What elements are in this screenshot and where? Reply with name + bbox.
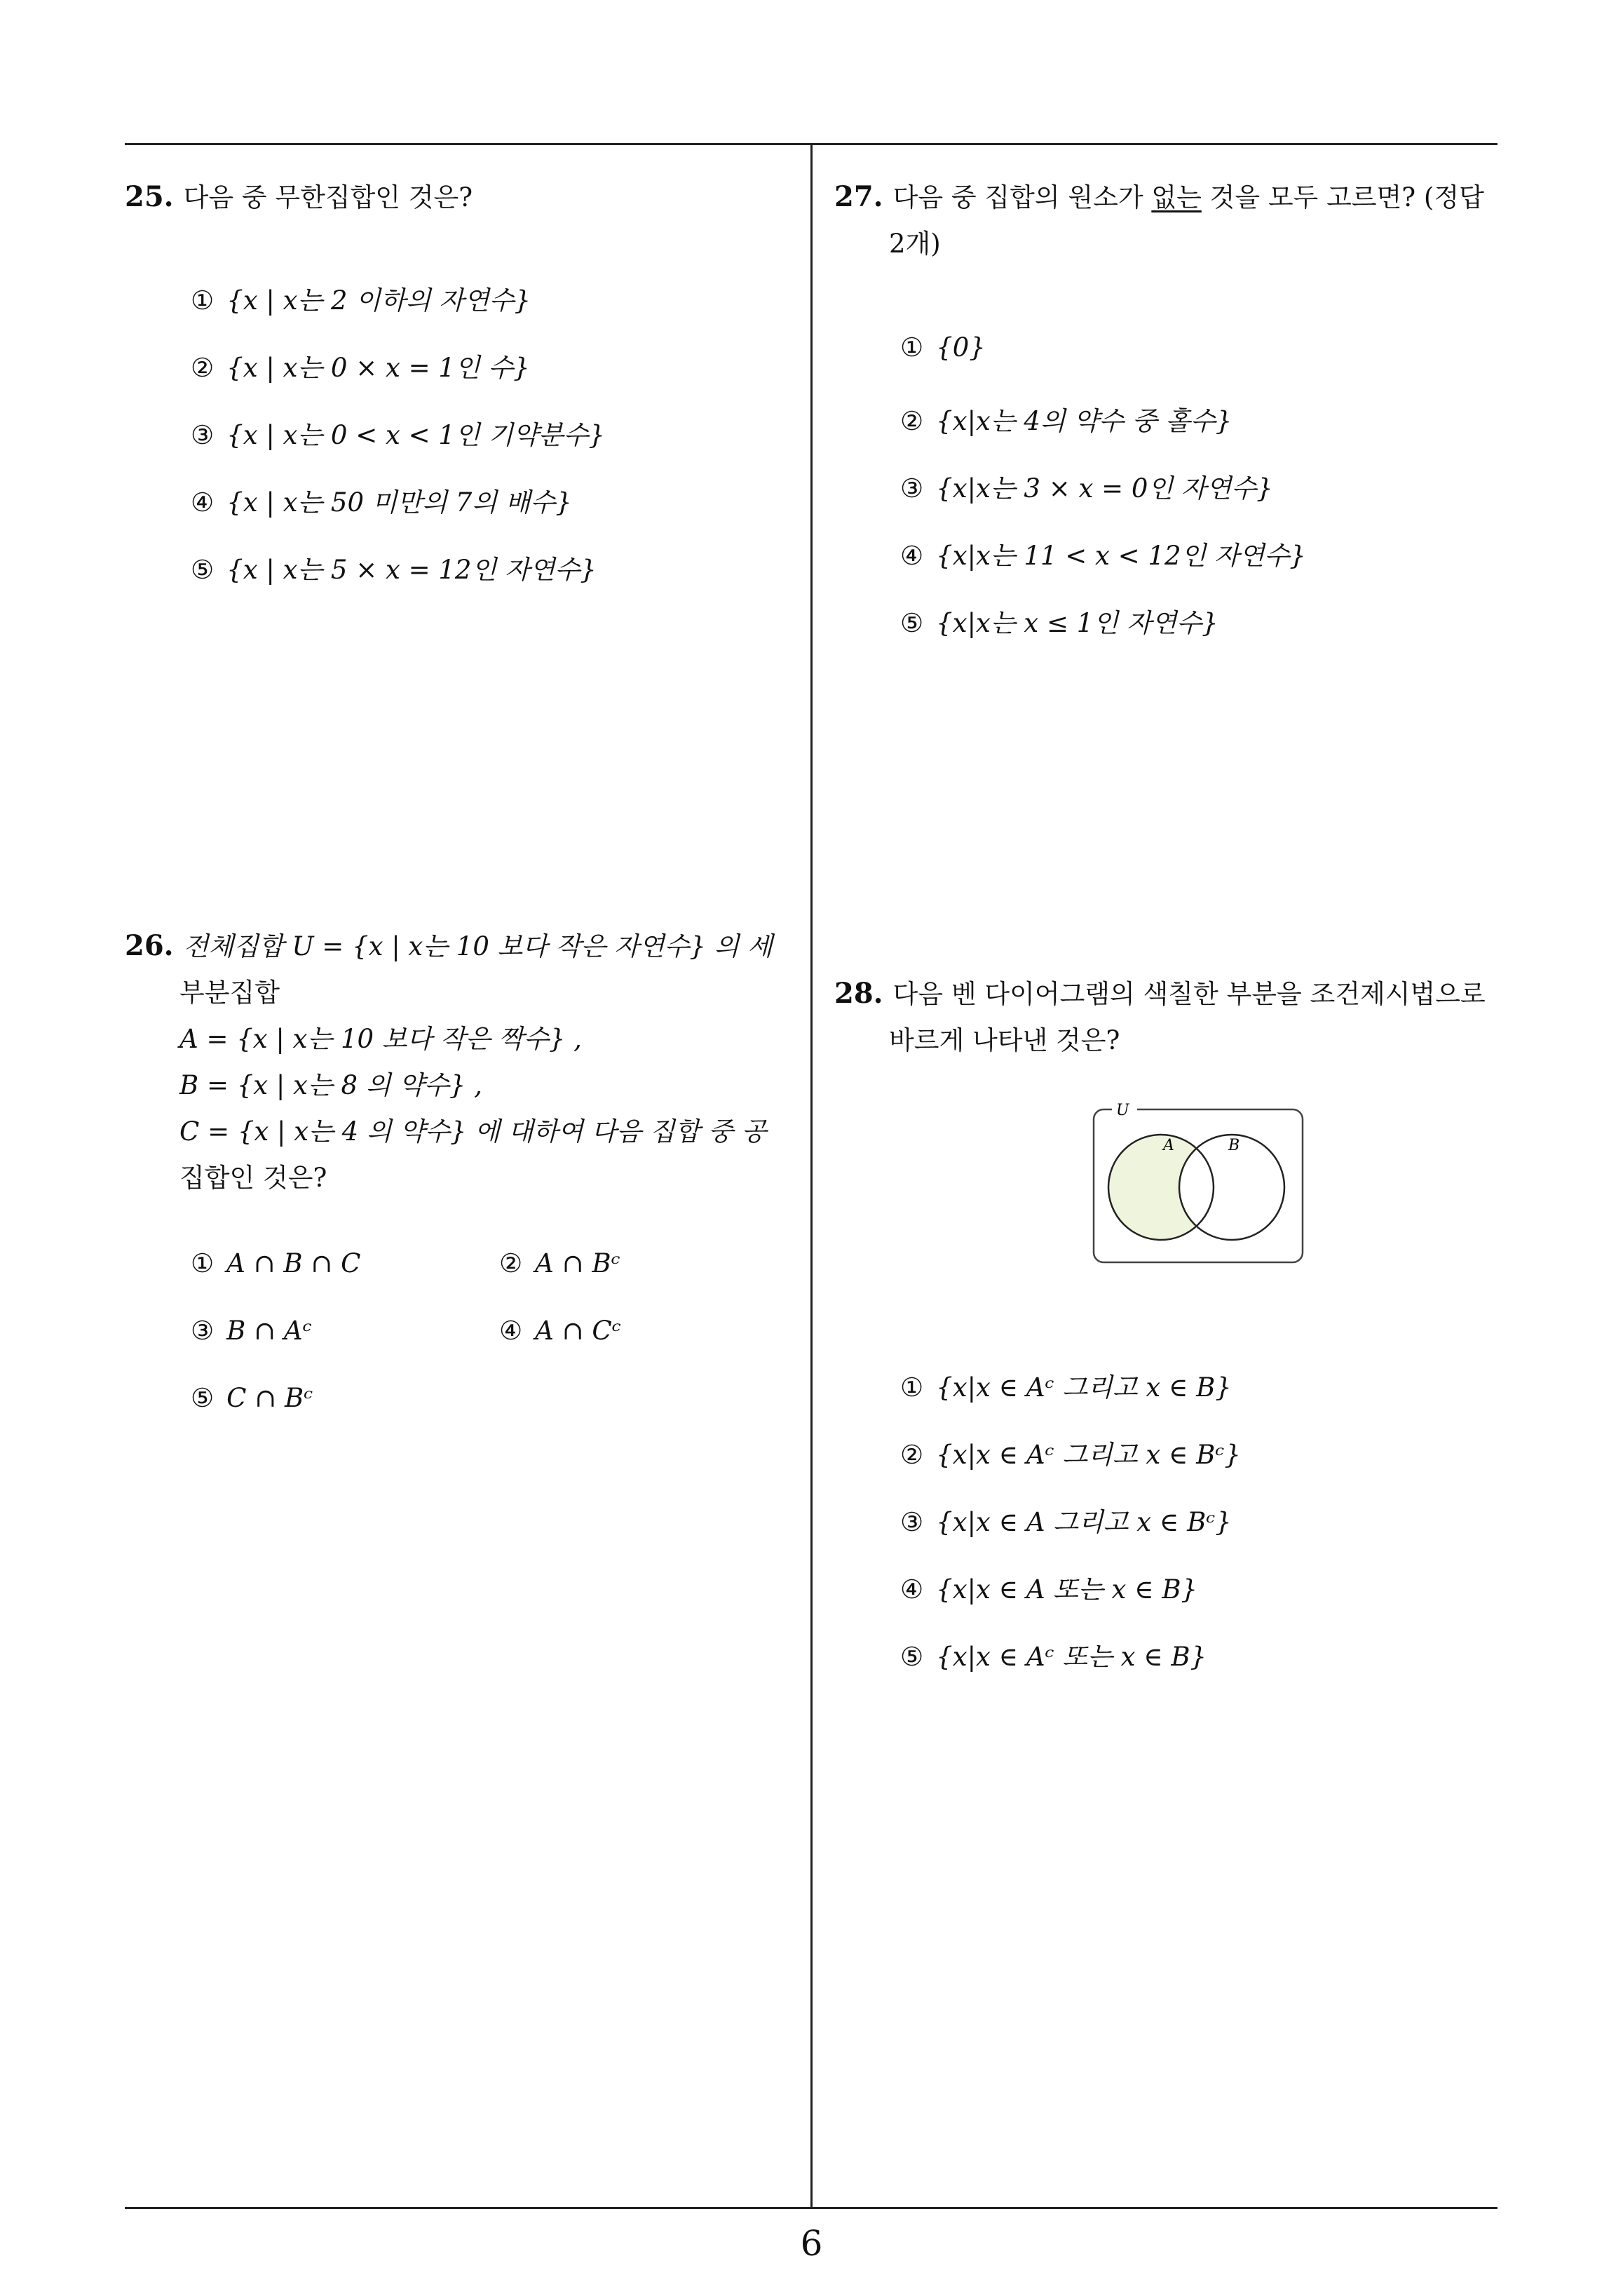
choice-mark: ⑤ xyxy=(191,555,215,585)
choice-4[interactable] xyxy=(191,481,572,519)
column-divider xyxy=(810,143,813,2208)
set-b-definition: B = {x | x는 8 의 약수} , xyxy=(179,1070,482,1100)
choice-text: {0} xyxy=(936,332,986,363)
choice-text: {x | x는 5 × x = 12인 자연수} xyxy=(226,555,597,585)
question-stem-line2: 바르게 나타낸 것은? xyxy=(889,1025,1120,1055)
question-28 xyxy=(834,971,1507,1064)
question-26 xyxy=(125,923,805,1201)
choice-text: {x | x는 50 미만의 7의 배수} xyxy=(226,487,572,518)
question-number: 28. xyxy=(834,977,883,1010)
question-number: 25. xyxy=(125,180,174,213)
choice-text: {x | x는 2 이하의 자연수} xyxy=(226,285,531,316)
choice-mark: ② xyxy=(900,1440,924,1470)
choice-2[interactable] xyxy=(191,346,530,384)
choice-mark: ④ xyxy=(191,487,215,518)
choice-1[interactable] xyxy=(900,332,986,363)
choice-5[interactable] xyxy=(191,1383,313,1413)
choice-text: {x|x는 11 < x < 12인 자연수} xyxy=(936,541,1306,571)
set-c-definition: C = {x | x는 4 의 약수} 에 대하여 다음 집합 중 공 xyxy=(179,1116,767,1147)
choice-text: {x|x ∈ Aᶜ 또는 x ∈ B} xyxy=(936,1642,1207,1672)
choice-1[interactable] xyxy=(191,1248,360,1278)
choice-text: A ∩ B ∩ C xyxy=(226,1248,361,1278)
choice-3[interactable] xyxy=(191,414,605,452)
choice-2[interactable] xyxy=(499,1248,620,1278)
choice-mark: ④ xyxy=(900,541,924,571)
choice-mark: ① xyxy=(191,285,215,316)
choice-mark: ④ xyxy=(900,1574,924,1605)
choice-2[interactable] xyxy=(900,400,1232,438)
choice-3[interactable] xyxy=(900,1501,1232,1539)
choice-mark: ① xyxy=(900,332,924,363)
emphasis-underline: 없는 xyxy=(1151,182,1202,212)
set-a-definition: A = {x | x는 10 보다 작은 짝수} , xyxy=(179,1024,582,1054)
question-stem-end: 집합인 것은? xyxy=(179,1163,327,1193)
question-stem-post: 것을 모두 고르면? (정답 xyxy=(1201,182,1484,212)
choice-4[interactable] xyxy=(900,534,1306,572)
question-number: 27. xyxy=(834,180,883,213)
choice-4[interactable] xyxy=(499,1316,621,1346)
choice-mark: ③ xyxy=(900,1507,924,1537)
question-stem-line2: 2개) xyxy=(889,229,941,259)
question-stem-pre: 다음 중 집합의 원소가 xyxy=(892,182,1152,212)
choice-5[interactable] xyxy=(191,548,597,586)
choice-mark: ⑤ xyxy=(900,608,924,638)
choice-2[interactable] xyxy=(900,1433,1241,1471)
choice-mark: ② xyxy=(191,353,215,383)
choice-text: B ∩ Aᶜ xyxy=(226,1316,312,1346)
choice-text: {x|x는 x ≤ 1인 자연수} xyxy=(936,608,1218,638)
choice-text: {x|x ∈ A 또는 x ∈ B} xyxy=(936,1574,1198,1605)
choice-mark: ④ xyxy=(499,1316,523,1346)
choice-mark: ② xyxy=(499,1248,523,1278)
choice-text: {x|x는 4의 약수 중 홀수} xyxy=(936,406,1232,436)
choice-1[interactable] xyxy=(191,279,531,317)
choice-mark: ③ xyxy=(191,1316,215,1346)
set-b-label: B xyxy=(1228,1137,1240,1154)
choice-mark: ⑤ xyxy=(191,1383,215,1413)
bottom-rule xyxy=(125,2207,1498,2209)
question-stem-line2: 부분집합 xyxy=(179,978,280,1008)
set-a-label: A xyxy=(1163,1137,1174,1154)
choice-text: {x | x는 0 × x = 1인 수} xyxy=(226,353,530,383)
choice-text: {x|x ∈ Aᶜ 그리고 x ∈ Bᶜ} xyxy=(936,1440,1241,1470)
question-stem: 다음 중 무한집합인 것은? xyxy=(183,182,473,212)
question-27 xyxy=(834,174,1507,267)
universe-label: U xyxy=(1116,1102,1129,1119)
question-25 xyxy=(125,174,798,221)
choice-4[interactable] xyxy=(900,1568,1197,1606)
choice-text: {x | x는 0 < x < 1인 기약분수} xyxy=(226,420,605,450)
choice-1[interactable] xyxy=(900,1366,1232,1404)
choice-5[interactable] xyxy=(900,602,1218,640)
choice-3[interactable] xyxy=(900,467,1273,505)
venn-diagram xyxy=(1091,1101,1307,1267)
choice-mark: ① xyxy=(191,1248,215,1278)
choice-text: A ∩ Cᶜ xyxy=(535,1316,621,1346)
question-stem-line1: 전체집합 U = {x | x는 10 보다 작은 자연수} 의 세 xyxy=(183,931,773,961)
question-number: 26. xyxy=(125,929,174,962)
choice-text: A ∩ Bᶜ xyxy=(535,1248,620,1278)
choice-text: {x|x ∈ A 그리고 x ∈ Bᶜ} xyxy=(936,1507,1232,1537)
choice-3[interactable] xyxy=(191,1316,312,1346)
choice-mark: ③ xyxy=(191,420,215,450)
page-number: 6 xyxy=(800,2223,823,2264)
question-stem-line1: 다음 벤 다이어그램의 색칠한 부분을 조건제시법으로 xyxy=(892,979,1486,1009)
choice-mark: ① xyxy=(900,1372,924,1403)
choice-mark: ⑤ xyxy=(900,1642,924,1672)
choice-text: {x|x ∈ Aᶜ 그리고 x ∈ B} xyxy=(936,1372,1232,1403)
choice-mark: ② xyxy=(900,406,924,436)
choice-5[interactable] xyxy=(900,1635,1207,1673)
choice-mark: ③ xyxy=(900,473,924,504)
choice-text: {x|x는 3 × x = 0인 자연수} xyxy=(936,473,1273,504)
choice-text: C ∩ Bᶜ xyxy=(226,1383,313,1413)
